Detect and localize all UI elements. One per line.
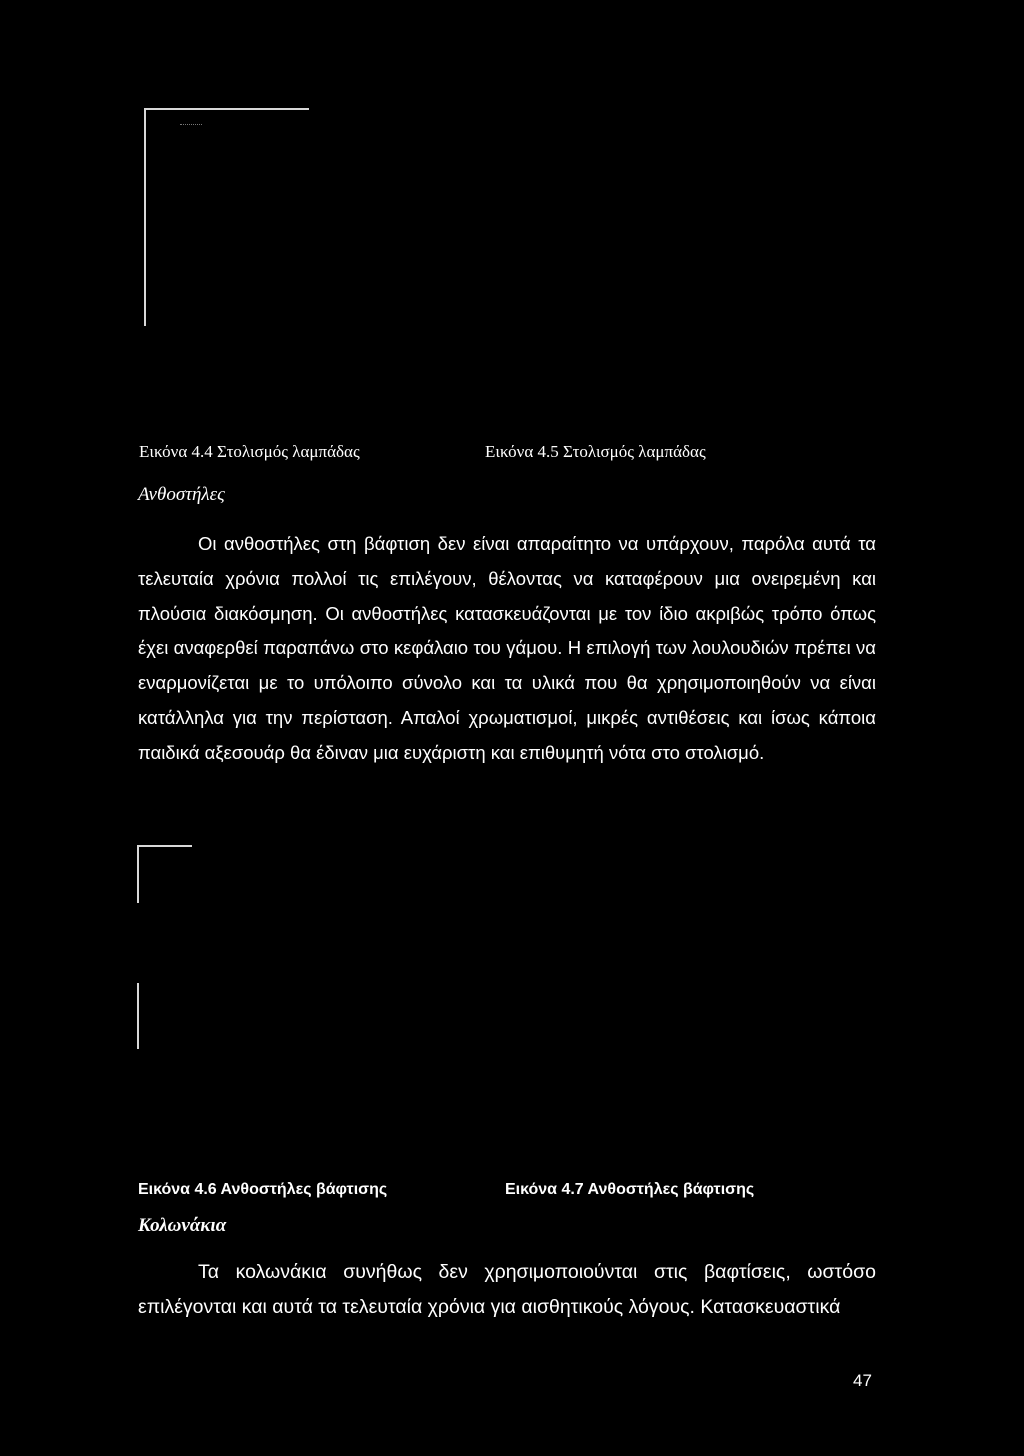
figure-4-6-caption: Εικόνα 4.6 Ανθοστήλες βάφτισης <box>138 1181 388 1198</box>
figure-4-6-image <box>137 845 207 1050</box>
figure-4-4-frame-dots <box>180 124 202 126</box>
figure-4-7-caption: Εικόνα 4.7 Ανθοστήλες βάφτισης <box>505 1181 755 1198</box>
columns-paragraph: Τα κολωνάκια συνήθως δεν χρησιμοποιούνται στις βαφτίσεις, ωστόσο επιλέγονται και αυτά τα τελευταία χρόνια για αισθητικούς λόγους. Κατασκευαστικά <box>138 1261 876 1318</box>
section-heading-candle-stands: Ανθοστήλες <box>138 484 225 505</box>
figure-4-4-frame-left <box>144 108 146 326</box>
figure-4-6-frame-top <box>137 845 192 847</box>
figure-4-6-frame-left-lower <box>137 983 139 1049</box>
candle-stands-paragraph: Οι ανθοστήλες στη βάφτιση δεν είναι απαραίτητο να υπάρχουν, παρόλα αυτά τα τελευταία χρόνια πολλοί τις επιλέγουν, θέλοντας να καταφέρουν μια ονειρεμένη και πλούσια διακόσμηση. Οι ανθοστήλες κατασκευάζονται με τον ίδιο ακριβώς τρόπο όπως έχει αναφερθεί παραπάνω στο κεφάλαιο του γάμου. Η επιλογή των λουλουδιών πρέπει να εναρμονίζεται με το υπόλοιπο σύνολο και τα υλικά που θα χρησιμοποιηθούν να είναι κατάλληλα για την περίσταση. Απαλοί χρωματισμοί, μικρές αντιθέσεις και ίσως κάποια παιδικά αξεσουάρ θα έδιναν μια ευχάριστη και επιθυμητή νότα στο στολισμό. <box>138 533 876 763</box>
page-number: 47 <box>853 1371 872 1390</box>
figure-4-4-caption: Εικόνα 4.4 Στολισμός λαμπάδας <box>139 442 360 461</box>
figure-4-6-frame-left-upper <box>137 845 139 903</box>
figure-4-4-image <box>144 108 314 328</box>
figure-4-4-frame-top <box>144 108 309 110</box>
section-heading-columns: Κολωνάκια <box>138 1215 227 1236</box>
figure-4-5-caption: Εικόνα 4.5 Στολισμός λαμπάδας <box>485 442 706 461</box>
